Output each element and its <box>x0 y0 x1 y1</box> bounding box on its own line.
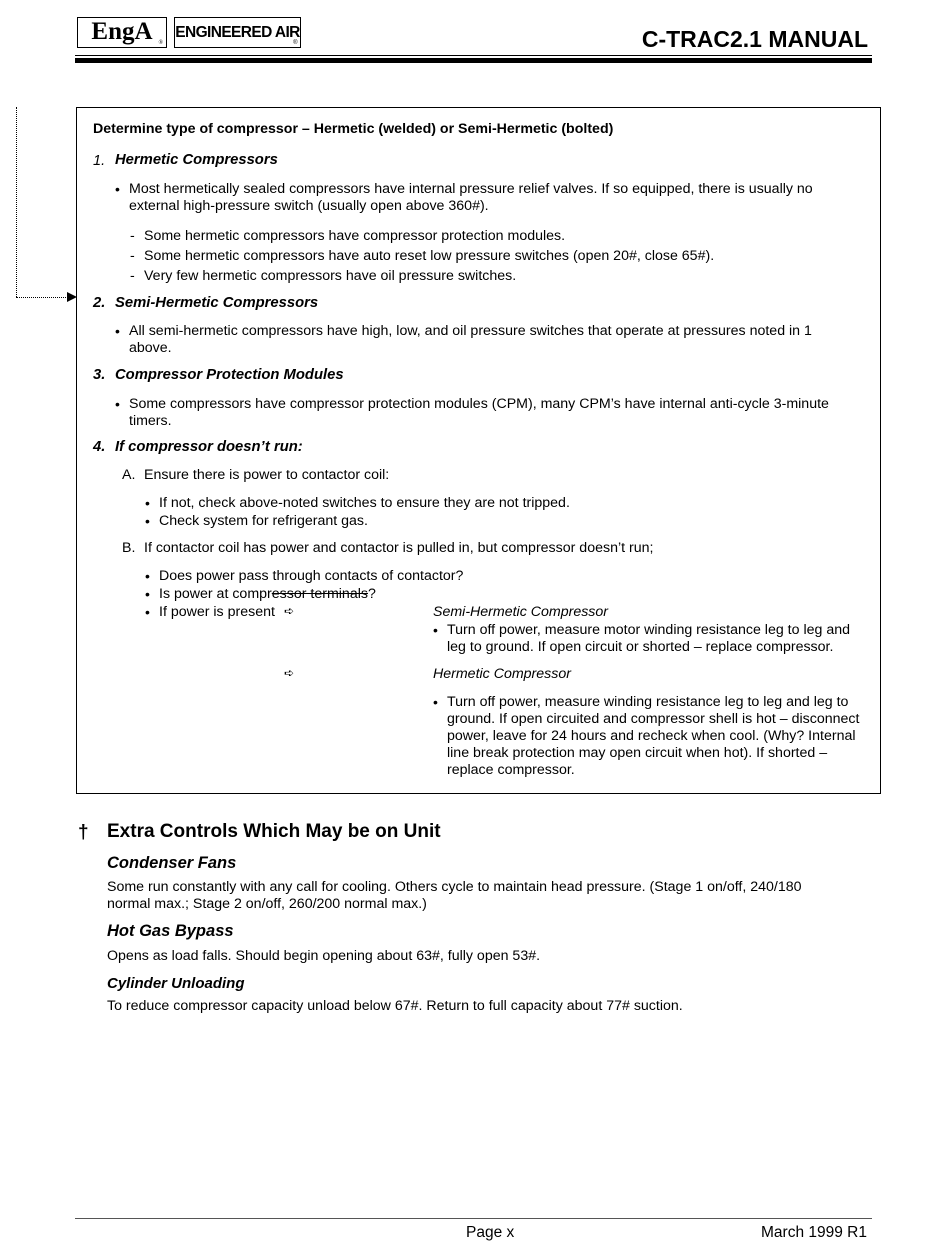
page-number: Page x <box>466 1224 515 1241</box>
hermetic-subtitle: Hermetic Compressor <box>433 666 571 682</box>
section-3-number: 3. <box>93 367 106 383</box>
hermetic-line: replace compressor. <box>447 762 575 778</box>
section-3-bullet-line-2: timers. <box>129 413 172 429</box>
section-2-number: 2. <box>93 295 106 311</box>
section-2-bullet-line-1: All semi-hermetic compressors have high, low, and oil pressure switches that operate at pressures noted in 1 <box>129 323 812 339</box>
section-1-title: Hermetic Compressors <box>115 152 278 168</box>
section-2-title: Semi-Hermetic Compressors <box>115 295 319 311</box>
dash-icon: - <box>130 228 135 244</box>
revision-date: March 1999 R1 <box>761 1224 867 1241</box>
step-a-text: Ensure there is power to contactor coil: <box>144 467 390 483</box>
registered-mark: ® <box>158 40 163 46</box>
dash-icon: - <box>130 268 135 284</box>
step-b-bullet-3: If power is present <box>159 604 275 620</box>
section-1-dash-item: Some hermetic compressors have auto reset low pressure switches (open 20#, close 65#). <box>144 248 715 264</box>
hot-gas-bypass-text: Opens as load falls. Should begin opening about 63#, fully open 53#. <box>107 948 541 964</box>
semi-hermetic-subtitle: Semi-Hermetic Compressor <box>433 604 609 620</box>
condenser-fans-line-2: normal max.; Stage 2 on/off, 260/200 normal max.) <box>107 896 427 912</box>
section-1-bullet-line-1: Most hermetically sealed compressors have internal pressure relief valves. If so equipped, there is usually no <box>129 181 813 197</box>
bullet-icon: • <box>433 694 438 710</box>
hot-gas-bypass-heading: Hot Gas Bypass <box>107 922 234 940</box>
flow-connector-horizontal <box>16 297 68 298</box>
footer-rule <box>75 1218 872 1219</box>
section-2-bullet-line-2: above. <box>129 340 172 356</box>
step-a-bullet: Check system for refrigerant gas. <box>159 513 368 529</box>
section-3-bullet-line-1: Some compressors have compressor protection modules (CPM), many CPM’s have internal anti-cycle 3-minute <box>129 396 829 412</box>
step-b-text: If contactor coil has power and contactor is pulled in, but compressor doesn’t run; <box>144 540 654 556</box>
bullet-icon: • <box>145 513 150 529</box>
bullet-icon: • <box>145 586 150 602</box>
step-b-bullet-1: Does power pass through contacts of contactor? <box>159 568 464 584</box>
manual-title: C-TRAC2.1 MANUAL <box>641 26 868 52</box>
section-4-title: If compressor doesn’t run: <box>115 439 303 455</box>
flow-connector-vertical <box>16 107 17 297</box>
header-rule-thick <box>75 58 872 63</box>
registered-mark: ® <box>293 40 297 46</box>
cylinder-unloading-heading: Cylinder Unloading <box>107 975 245 992</box>
enga-logo <box>77 17 167 48</box>
header-rule-thin <box>75 55 872 56</box>
engineered-air-logo-text: ENGINEERED AIR <box>175 24 300 41</box>
dagger-icon: † <box>78 822 89 843</box>
bullet-icon: • <box>145 495 150 511</box>
step-b-bullet-2-pre: Is power at compr <box>159 586 272 602</box>
hermetic-line: line break protection may open circuit when hot). If shorted – <box>447 745 828 761</box>
bullet-icon: • <box>115 323 120 339</box>
bullet-icon: • <box>115 181 120 197</box>
hermetic-line: Turn off power, measure winding resistance leg to leg and leg to <box>447 694 849 710</box>
bullet-icon: • <box>115 396 120 412</box>
semi-hermetic-line: leg to ground. If open circuit or shorted – replace compressor. <box>447 639 834 655</box>
step-a-bullet: If not, check above-noted switches to ensure they are not tripped. <box>159 495 570 511</box>
right-arrow-icon: ➪ <box>284 666 295 680</box>
step-b-bullet-2 <box>159 586 376 603</box>
condenser-fans-heading: Condenser Fans <box>107 854 237 872</box>
section-1-number: 1. <box>93 153 106 169</box>
extra-controls-heading: Extra Controls Which May be on Unit <box>107 821 441 842</box>
cylinder-unloading-text: To reduce compressor capacity unload below 67#. Return to full capacity about 77# suction. <box>107 998 683 1014</box>
semi-hermetic-line: Turn off power, measure motor winding resistance leg to leg and <box>447 622 850 638</box>
dash-icon: - <box>130 248 135 264</box>
engineered-air-logo <box>174 17 301 48</box>
bullet-icon: • <box>145 568 150 584</box>
right-arrow-icon: ➪ <box>284 604 295 618</box>
section-1-dash-item: Very few hermetic compressors have oil pressure switches. <box>144 268 517 284</box>
condenser-fans-line-1: Some run constantly with any call for cooling. Others cycle to maintain head pressure. (Stage 1 on/off, 240/180 <box>107 879 802 895</box>
hermetic-line: ground. If open circuited and compressor shell is hot – disconnect <box>447 711 860 727</box>
box-intro: Determine type of compressor – Hermetic (welded) or Semi-Hermetic (bolted) <box>93 121 614 137</box>
section-3-title: Compressor Protection Modules <box>115 367 344 383</box>
enga-logo-text: EngA <box>91 18 153 45</box>
section-1-bullet-line-2: external high-pressure switch (usually open above 360#). <box>129 198 489 214</box>
bullet-icon: • <box>145 604 150 620</box>
bullet-icon: • <box>433 622 438 638</box>
step-b-label: B. <box>122 540 136 556</box>
step-b-bullet-2-post: ? <box>367 586 376 602</box>
step-a-label: A. <box>122 467 136 483</box>
section-4-number: 4. <box>93 439 106 455</box>
hermetic-line: power, leave for 24 hours and recheck when cool. (Why? Internal <box>447 728 856 744</box>
section-1-dash-item: Some hermetic compressors have compressor protection modules. <box>144 228 566 244</box>
step-b-bullet-2-strikethrough: essor terminals <box>271 586 368 602</box>
